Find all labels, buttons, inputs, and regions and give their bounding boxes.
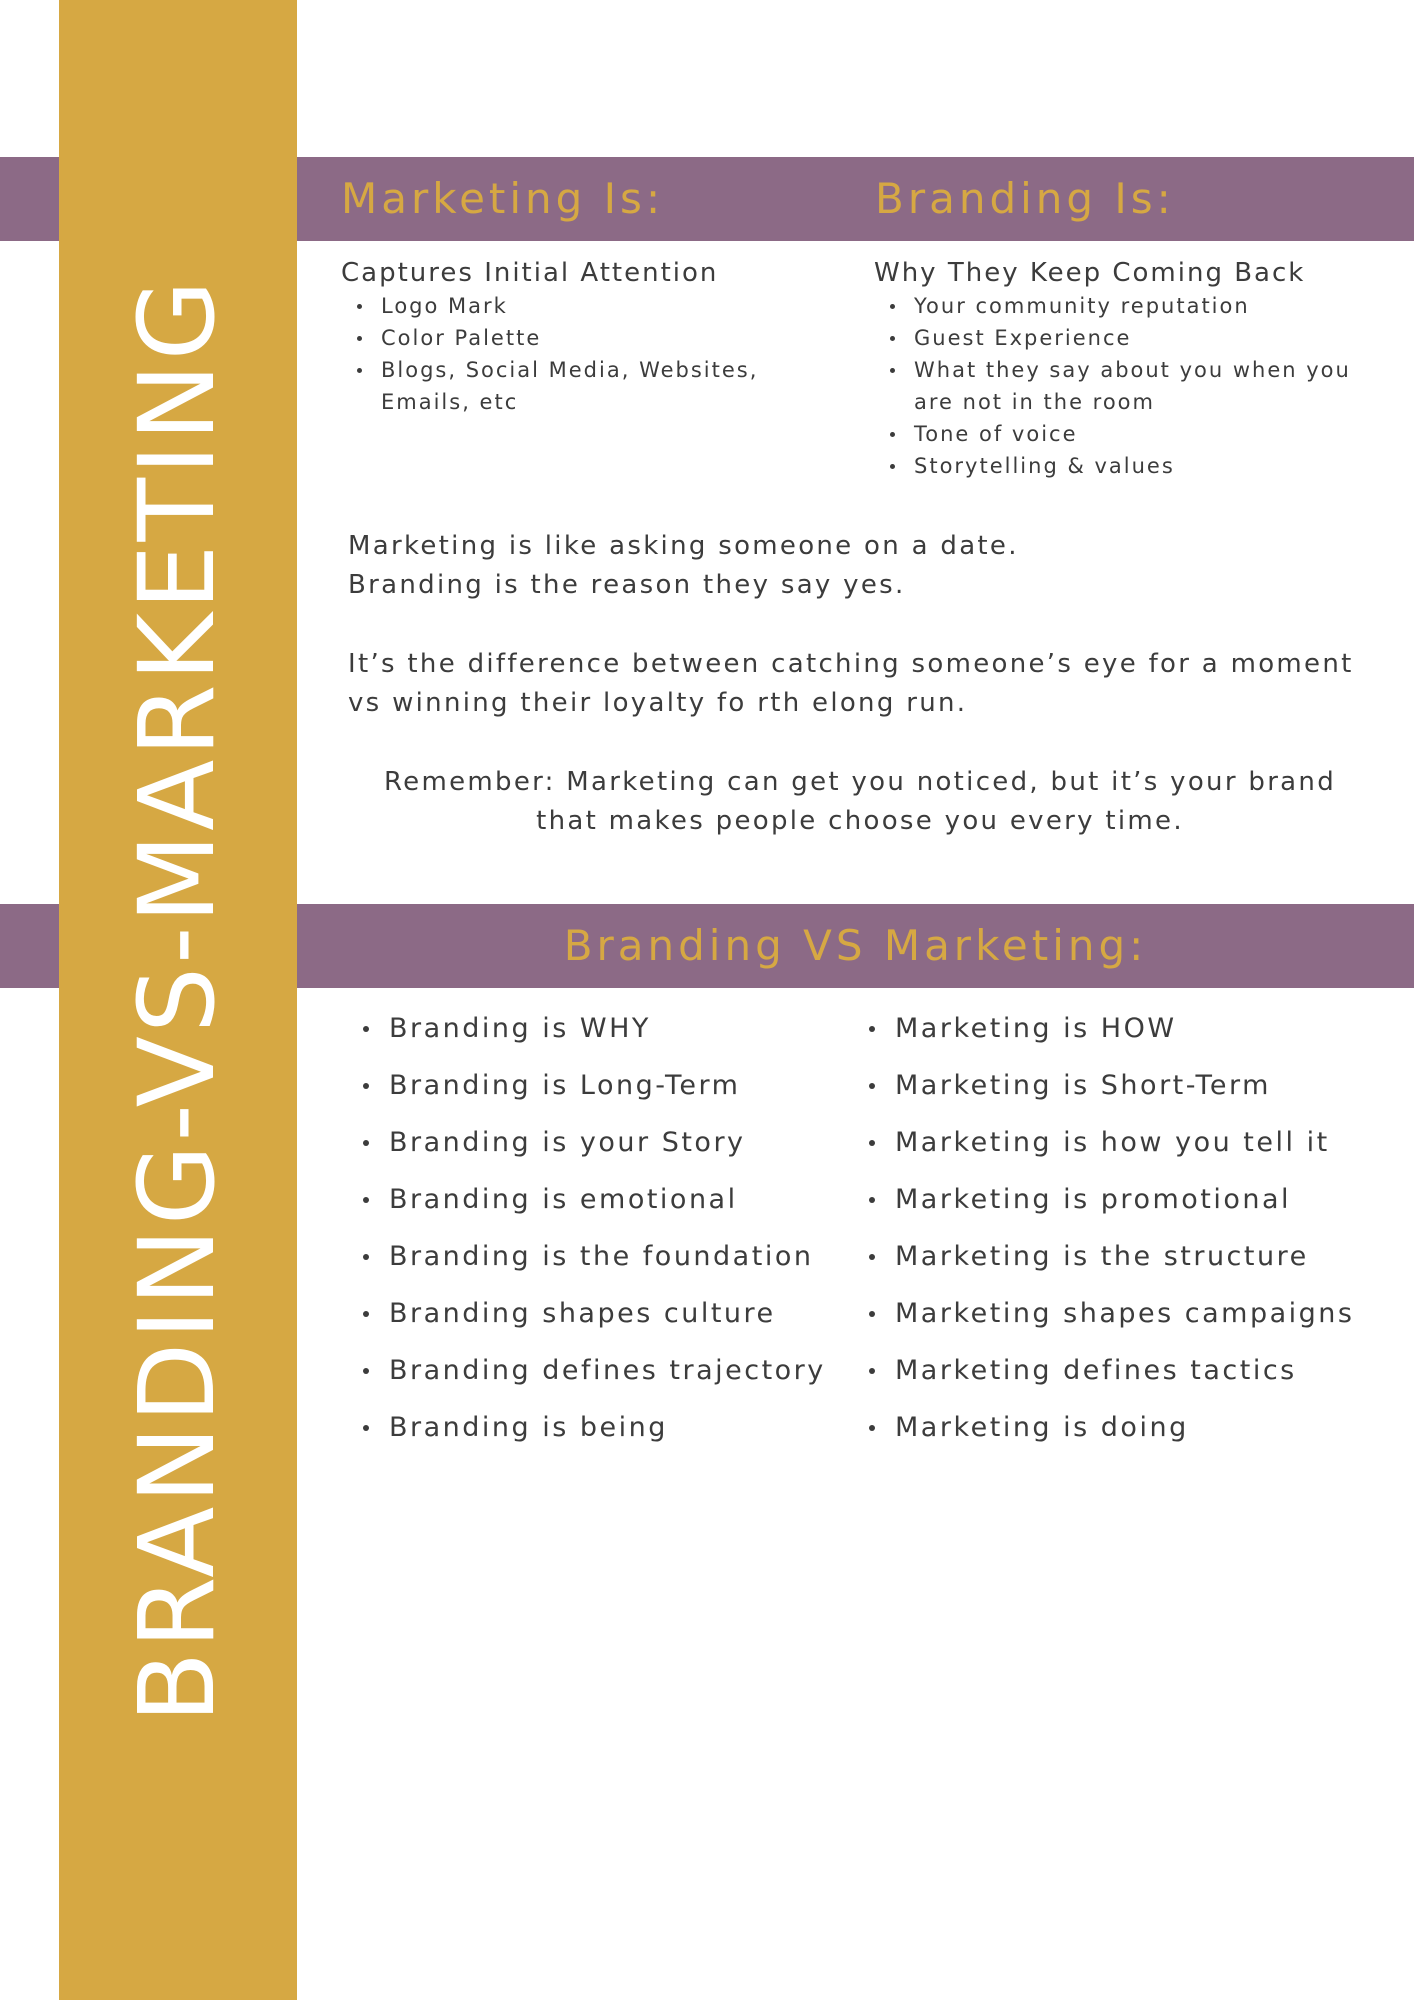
remember-paragraph: Remember: Marketing can get you noticed, but it’s your brand that makes people choose you every time.: [383, 767, 1336, 836]
analogy-line-marketing: Marketing is like asking someone on a date.: [348, 531, 1019, 561]
branding-list: [874, 290, 1374, 482]
branding-column: [874, 256, 1374, 482]
branding-subtitle: Why They Keep Coming Back: [874, 258, 1306, 288]
list-item: Branding shapes culture: [389, 1285, 869, 1342]
list-item: Marketing shapes campaigns: [895, 1285, 1395, 1342]
analogy-line-branding: Branding is the reason they say yes.: [348, 570, 906, 600]
list-item: Branding is WHY: [389, 1000, 869, 1057]
list-item: Branding is emotional: [389, 1171, 869, 1228]
list-item: Marketing is Short-Term: [895, 1057, 1395, 1114]
difference-paragraph: It’s the difference between catching someone’s eye for a moment vs winning their loyalty fo rth elong run.: [348, 649, 1354, 718]
marketing-subtitle: Captures Initial Attention: [341, 258, 719, 288]
list-item: Guest Experience: [914, 322, 1374, 354]
date-analogy-paragraph: [348, 527, 1388, 605]
vertical-page-title: BRANDING-VS-MARKETING: [116, 276, 238, 1724]
list-item: Branding is being: [389, 1399, 869, 1456]
list-item: Marketing is promotional: [895, 1171, 1395, 1228]
list-item: Marketing is how you tell it: [895, 1114, 1395, 1171]
list-item: Branding is the foundation: [389, 1228, 869, 1285]
list-item: Marketing is doing: [895, 1399, 1395, 1456]
list-item: What they say about you when you are not in the room: [914, 354, 1374, 418]
list-item: Storytelling & values: [914, 450, 1374, 482]
list-item: Branding is your Story: [389, 1114, 869, 1171]
list-item: Tone of voice: [914, 418, 1374, 450]
list-item: Marketing is the structure: [895, 1228, 1395, 1285]
list-item: Marketing is HOW: [895, 1000, 1395, 1057]
branding-comparison-list: [389, 1000, 869, 1456]
marketing-heading: Marketing Is:: [341, 174, 665, 223]
comparison-heading: Branding VS Marketing:: [563, 921, 1148, 970]
list-item: Branding is Long-Term: [389, 1057, 869, 1114]
branding-heading: Branding Is:: [875, 174, 1175, 223]
list-item: Marketing defines tactics: [895, 1342, 1395, 1399]
list-item: Branding defines trajectory: [389, 1342, 869, 1399]
list-item: Color Palette: [381, 322, 791, 354]
list-item: Your community reputation: [914, 290, 1374, 322]
side-title-bar: [59, 0, 297, 2000]
list-item: Logo Mark: [381, 290, 791, 322]
marketing-column: [341, 256, 791, 418]
marketing-comparison-list: [895, 1000, 1395, 1456]
marketing-list: [341, 290, 791, 418]
list-item: Blogs, Social Media, Websites, Emails, etc: [381, 354, 791, 418]
